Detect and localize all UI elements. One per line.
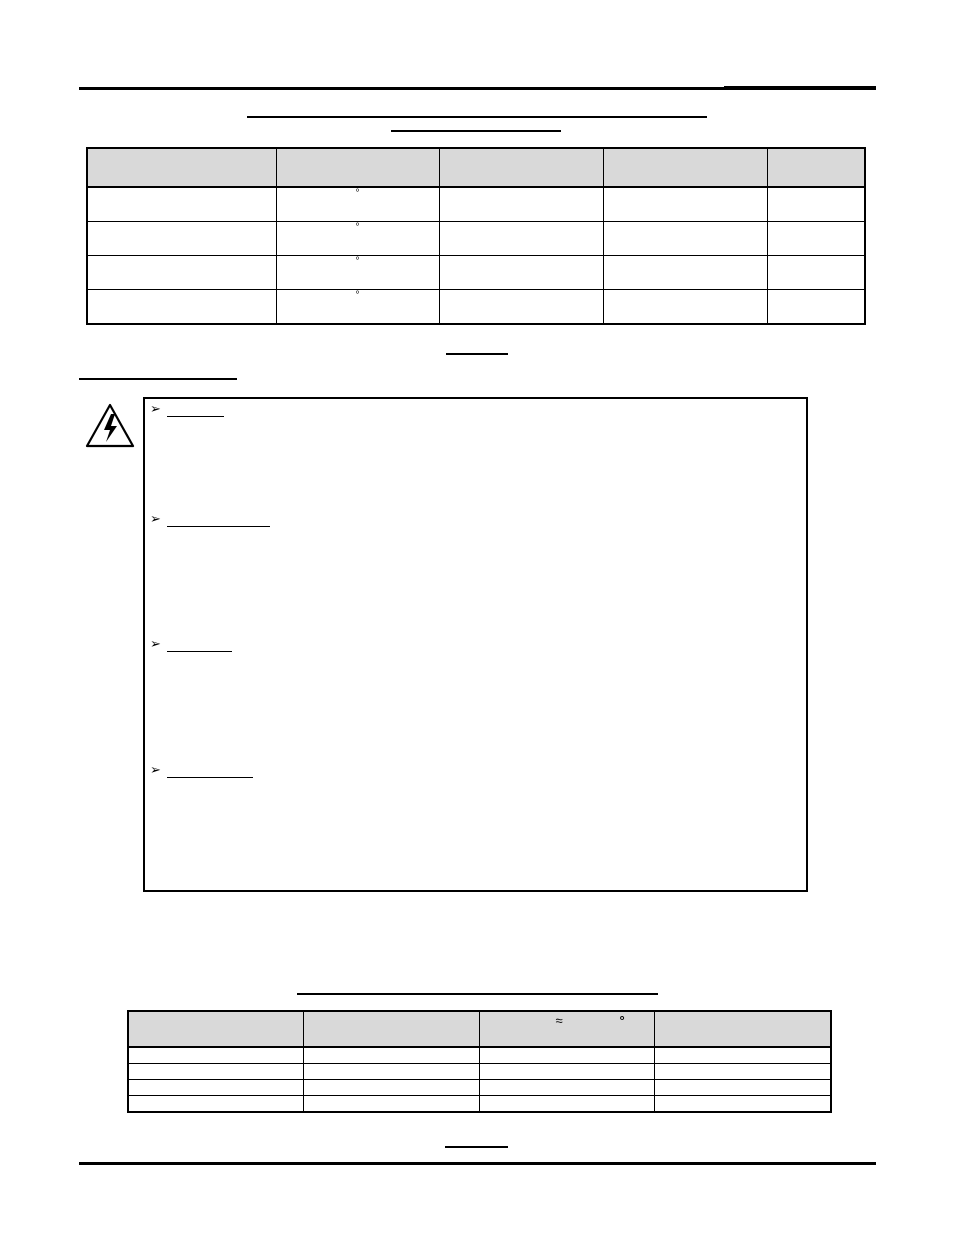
header-cell [303, 1011, 479, 1047]
degree-symbol: ° [619, 1013, 625, 1028]
table-cell [767, 290, 865, 325]
table-cell [439, 187, 603, 222]
table-cell [303, 1064, 479, 1080]
table-cell [439, 256, 603, 290]
degree-mark: ° [355, 256, 360, 267]
bullet-heading-underline [167, 416, 224, 417]
table-header-row [128, 1011, 831, 1047]
table2-caption-underline [445, 1146, 508, 1148]
table-cell [87, 256, 276, 290]
table-cell [87, 187, 276, 222]
table-cell [654, 1096, 831, 1113]
table-cell [654, 1064, 831, 1080]
table-cell [276, 256, 439, 290]
high-voltage-icon [84, 402, 136, 450]
table-cell [276, 187, 439, 222]
spec-table-2 [127, 1010, 832, 1113]
table-row [128, 1080, 831, 1096]
header-cell [128, 1011, 303, 1047]
table-cell [128, 1064, 303, 1080]
table-row [128, 1064, 831, 1080]
table-cell [439, 290, 603, 325]
table-row [87, 222, 865, 256]
bullet-heading-underline [167, 526, 270, 527]
table-cell [87, 290, 276, 325]
spec-table-1 [86, 147, 866, 325]
arrow-bullet-icon: ➢ [150, 636, 161, 651]
table-cell [276, 290, 439, 325]
arrow-bullet-icon: ➢ [150, 401, 161, 416]
table-cell [479, 1047, 654, 1064]
table-cell [303, 1096, 479, 1113]
header-cell [603, 148, 767, 187]
table-cell [479, 1096, 654, 1113]
table-cell [603, 187, 767, 222]
table1-title-underline [247, 116, 707, 118]
table-cell [654, 1080, 831, 1096]
table-cell [479, 1080, 654, 1096]
table2-title-underline [297, 993, 658, 995]
table-row [87, 290, 865, 325]
degree-mark: ° [355, 222, 360, 233]
bullet-heading-underline [167, 777, 253, 778]
bullet-heading-underline [167, 651, 232, 652]
table-cell [87, 222, 276, 256]
table-cell [128, 1080, 303, 1096]
table-row [128, 1096, 831, 1113]
table-cell [303, 1047, 479, 1064]
table-cell [603, 256, 767, 290]
table-cell [767, 187, 865, 222]
approx-symbol: ≈ [555, 1013, 563, 1028]
table1-caption-underline [446, 353, 508, 355]
arrow-bullet-icon: ➢ [150, 511, 161, 526]
table-cell [276, 222, 439, 256]
footer-rule [79, 1162, 876, 1165]
table-cell [439, 222, 603, 256]
table-cell [767, 256, 865, 290]
warning-box [143, 397, 808, 892]
header-rule-accent [724, 86, 876, 90]
table-cell [654, 1047, 831, 1064]
table1-subtitle-underline [391, 130, 561, 132]
table-cell [603, 290, 767, 325]
header-cell [479, 1011, 654, 1047]
header-cell [767, 148, 865, 187]
degree-mark: ° [355, 188, 360, 199]
table-row [128, 1047, 831, 1064]
header-cell [276, 148, 439, 187]
table-header-row [87, 148, 865, 187]
header-cell [654, 1011, 831, 1047]
header-cell [87, 148, 276, 187]
section-heading-underline [79, 378, 237, 380]
table-cell [767, 222, 865, 256]
degree-mark: ° [355, 290, 360, 301]
table-cell [128, 1096, 303, 1113]
table-cell [479, 1064, 654, 1080]
table-cell [603, 222, 767, 256]
table-cell [128, 1047, 303, 1064]
header-cell [439, 148, 603, 187]
table-row [87, 256, 865, 290]
table-cell [303, 1080, 479, 1096]
table-row [87, 187, 865, 222]
arrow-bullet-icon: ➢ [150, 762, 161, 777]
